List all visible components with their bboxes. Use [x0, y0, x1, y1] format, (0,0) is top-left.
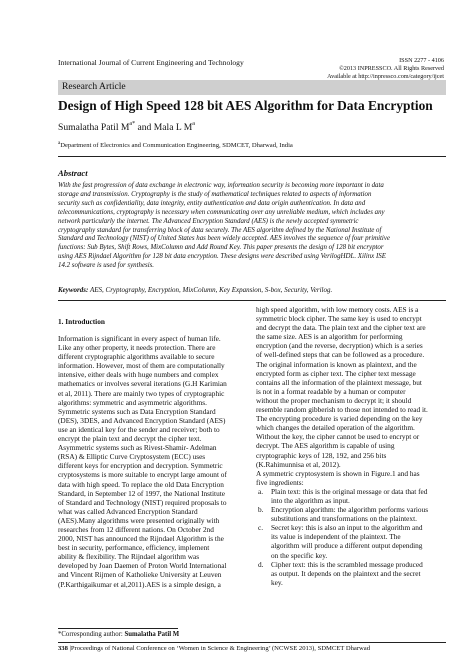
paragraph-line: five ingredients: [256, 477, 304, 487]
footnote-divider [58, 628, 178, 629]
affiliation-marker: a [58, 141, 61, 146]
paragraph-line: different cryptographic algorithms available to secure [58, 352, 215, 362]
paragraph-line: Without the key, the cipher cannot be used to encrypt or [256, 432, 420, 442]
paragraph-line: A symmetric cryptosystem is shown in Figure.1 and has [256, 468, 420, 478]
paragraph-line: (RSA) & Elliptic Curve Cryptosystem (ECC) uses [58, 452, 206, 462]
paragraph-line: the same size. AES is an algorithm for performing [256, 332, 403, 342]
keywords-label: Keywords: [58, 286, 89, 294]
article-type-label: Research Article [62, 81, 126, 92]
list-item-text [271, 560, 423, 587]
list-item-text [271, 487, 427, 505]
list-marker: b. [258, 505, 264, 515]
abstract-heading: Abstract [58, 168, 88, 178]
copyright: ©2013 INPRESSCO. All Rights Reserved [339, 65, 444, 73]
paragraph-line: cryptosystems is more suitable to encrypt large amount of [58, 470, 227, 480]
footer-divider [58, 642, 446, 643]
paragraph-line: and decrypt the data. The plain text and the cipher text are [256, 323, 426, 333]
abstract-line: 14.2 software is used for synthesis. [58, 262, 155, 270]
abstract-line: cryptography standard for transferring block of data securely. The AES algorithm defined by the National Institute of [58, 226, 382, 234]
list-line: Secret key: this is also an input to the algorithm and [271, 523, 423, 533]
paragraph-line: Symmetric systems such as Data Encryption Standard [58, 406, 216, 416]
paragraph-line: Standard, in September 12 of 1997, the National Institute [58, 488, 225, 498]
paragraph-line: Like any other property, it needs protection. There are [58, 343, 216, 353]
paragraph-line: encryption (and the reverse, decryption) which is a series [256, 341, 423, 351]
list-line: its value is independent of the plaintext. The [271, 532, 401, 542]
paragraph-line: contains all the information of the plaintext message, but [256, 377, 422, 387]
list-item-text [271, 505, 428, 523]
paragraph-line: Information is significant in every aspect of human life. [58, 334, 221, 343]
abstract-line: Standard and Technology (NIST) of United States has been widely accepted. AES involves the sequence of four primitive [58, 235, 390, 243]
abstract-body [58, 182, 446, 271]
paragraph-line: without the proper mechanism to decrypt it; it should [256, 395, 412, 405]
divider-top [58, 156, 446, 157]
article-type-banner [58, 80, 446, 95]
paragraph-line: best in security, performance, efficiency, implement [58, 543, 210, 553]
availability-link[interactable]: Available at http://inpressco.com/category/ijcet [327, 73, 444, 81]
paragraph-line: of Standard and Technology (NIST) required proposals to [58, 497, 227, 507]
abstract-line: security such as confidentiality, data integrity, entity authentication and data origin authentication. In data and [58, 199, 366, 207]
list-item [256, 505, 446, 523]
paper-title: Design of High Speed 128 bit AES Algorithm for Data Encryption [58, 98, 433, 113]
list-line: substitutions and transformations on the plaintext. [271, 514, 417, 524]
paragraph-line: mathematics or involves several iterations (G.H Karimian [58, 379, 227, 389]
abstract-line: telecommunications, cryptography is necessary when communicating over any unreliable medium, which includes any [58, 208, 385, 216]
abstract-line: storage and transmission. Cryptography is the study of mathematical techniques related to aspects of information [58, 190, 372, 198]
paragraph-line: (K.Rahimunnisa et al, 2012). [256, 459, 341, 469]
list-line: on the specific key. [271, 550, 328, 560]
right-column [256, 305, 446, 587]
author-1: Sumalatha Patil M [58, 122, 130, 133]
paragraph-line: encrypted form as cipher text. The cipher text message [256, 368, 416, 378]
paragraph-line: is not in a format readable by a human or computer [256, 386, 406, 396]
paragraph-line: developed by Joan Daemen of Proton World International [58, 561, 227, 571]
paragraph-line: researches from 12 different nations. On October 2nd [58, 524, 214, 534]
page-number: 338 [58, 645, 68, 652]
footer-text: |Proceedings of National Conference on ‘Women in Science & Engineering’ (NCWSE 2013), SDMCET Dharwad [67, 645, 371, 652]
paragraph-line: symmetric block cipher. The same key is used to encrypt [256, 314, 422, 324]
left-column [58, 334, 248, 589]
paragraph-line: decrypt. The AES algorithm is capable of using [256, 441, 395, 451]
paragraph-line: encrypt the plain text and decrypt the cipher text. [58, 434, 202, 444]
list-line: Encryption algorithm: the algorithm performs various [271, 505, 429, 515]
list-line: key. [271, 577, 283, 587]
list-line: algorithm will produce a different output depending [271, 541, 423, 551]
paragraph-line: intensive, either deals with huge numbers and complex [58, 370, 219, 380]
footnote-author: Sumalatha Patil M [124, 631, 180, 638]
paragraph-line: and Vincent Rijmen of Katholieke University at Leuven [58, 570, 222, 580]
footnote [58, 631, 179, 638]
paragraph-line: data with high speed. To replace the old Data Encryption [58, 479, 224, 489]
list-marker: d. [258, 559, 264, 569]
paragraph-line: of well-defined steps that can be followed as a procedure. [256, 350, 425, 360]
list-item [256, 487, 446, 505]
author-2: and Mala L M [135, 122, 193, 133]
journal-info [327, 57, 444, 81]
paragraph-line: The encrypting procedure is varied depending on the key [256, 414, 423, 424]
list-line: as output. It depends on the plaintext and the secret [271, 568, 421, 578]
abstract-line: using AES Rijndael Algorithm for 128 bit data encryption. These designs were described using VerilogHDL. Xilinx ISE [58, 253, 386, 261]
right-column-paragraphs [256, 305, 446, 487]
paragraph-line: (DES), 3DES, and Advanced Encryption Standard (AES) [58, 415, 226, 425]
paragraph-line: cryptographic keys of 128, 192, and 256 bits [256, 450, 387, 460]
paragraph-line: what was called Advanced Encryption Standard [58, 506, 198, 516]
list-marker: a. [258, 486, 264, 496]
author-1-affiliation: a* [129, 121, 136, 127]
abstract-line: functions: Sub Bytes, Shift Rows, MixColumn and Add Round Key. This paper presents the design of 128 bit encryptor [58, 244, 384, 252]
paragraph-line: The original information is known as plaintext, and the [256, 359, 417, 369]
list-marker: c. [258, 523, 264, 533]
paragraph-line: different keys for encryption and decryption. Symmetric [58, 461, 223, 471]
author-2-affiliation: a [192, 121, 195, 127]
paragraph-line: which changes the detailed operation of the algorithm. [256, 423, 415, 433]
abstract-line: network particularly the internet. The Advanced Encryption Standard (AES) is the newly accepted symmetric [58, 217, 359, 225]
footnote-label: *Corresponding author: [58, 631, 125, 638]
author-list [58, 121, 195, 133]
paragraph-line: resemble random gibberish to those not intended to read it. [256, 405, 428, 415]
page-footer [58, 645, 370, 652]
ingredients-list [256, 487, 446, 587]
divider-keywords [58, 300, 446, 301]
paragraph-line: (AES).Many algorithms were presented originally with [58, 515, 220, 525]
paragraph-line: algorithms: symmetric and asymmetric algorithms. [58, 397, 207, 407]
list-item [256, 560, 446, 587]
paragraph-line: high speed algorithm, with low memory costs. AES is a [256, 305, 419, 314]
journal-name: International Journal of Current Engineering and Technology [58, 58, 244, 67]
abstract-line: With the fast progression of data exchange in electronic way, information security is becoming more important in data [58, 182, 384, 189]
affiliation-text: Department of Electronics and Communication Engineering, SDMCET, Dharwad, India [60, 142, 293, 149]
paragraph-line: information. However, most of them are computationally [58, 361, 225, 371]
paragraph-line: (P.Karthigaikumar et al,2011).AES is a simple design, a [58, 579, 221, 589]
keywords [58, 286, 332, 294]
paragraph-line: et al, 2011). There are mainly two types of cryptographic [58, 388, 225, 398]
section-heading-introduction: 1. Introduction [58, 317, 105, 326]
keywords-text: AES, Cryptography, Encryption, MixColumn, Key Expansion, S-box, Security, Verilog. [88, 286, 333, 294]
issn: ISSN 2277 - 4106 [399, 57, 444, 64]
list-line: Plain text: this is the original message or data that fed [271, 486, 428, 496]
list-line: into the algorithm as input. [271, 495, 350, 505]
list-item-text [271, 523, 423, 559]
paragraph-line: Asymmetric systems such as Rivest-Shamir- Adelman [58, 443, 217, 453]
paragraph-line: ability & flexibility. The Rijndael algorithm was [58, 552, 200, 562]
affiliation [58, 141, 293, 149]
paragraph-line: use an identical key for the sender and receiver; both to [58, 424, 220, 434]
list-item [256, 523, 446, 559]
list-line: Cipher text: this is the scrambled message produced [271, 559, 423, 569]
paragraph-line: 2000, NIST has announced the Rijndael Algorithm is the [58, 534, 224, 544]
